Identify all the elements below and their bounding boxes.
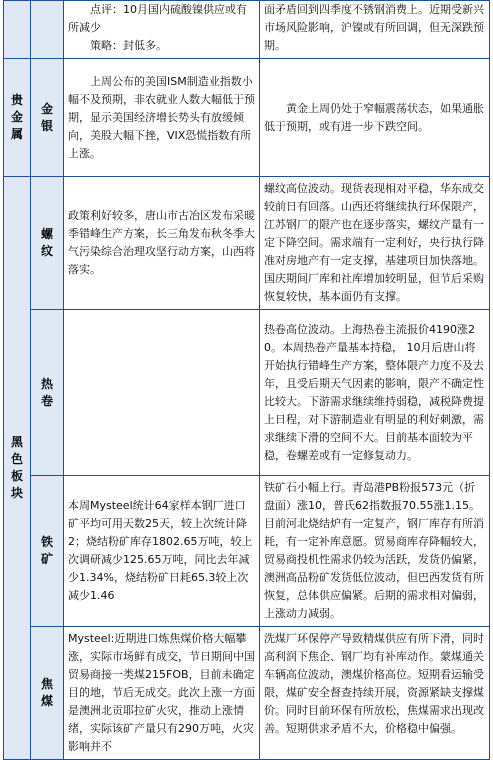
rebar-outlook-text: 螺纹高位波动。现货表现相对平稳，华东成交较前日有回落。山西还将继续执行环保限产，江苏钢厂的限产也在逐步落实，螺纹产量有一定下降空间。需求端有一定利好，央行执行降准对房地产有一定支撑，基建项目加快落地。国庆期间厂库和社库增加较明显，但节后采购恢复较快，基本面仍有支撑。 xyxy=(264,182,484,303)
rebar-news-text: 政策利好较多，唐山市古冶区发布采暖季错峰生产方案，长三角发布秋冬季大气污染综合治理攻坚行动方案，山西将落实。 xyxy=(68,209,255,276)
gold-outlook-cell xyxy=(260,59,490,177)
hotcoil-outlook-text: 热卷高位波动。上海热卷主流报价4190涨20。本周热卷产量基本持稳， 10月后唐山将开始执行错峰生产方案，整体限产力度不及去年，且受后期天气因素的影响，限产不确定性比较大。下游需求继续维持弱稳，减税降费提上日程，对下游制造业有明显的利好刺激，需求继续下滑的空间不大。目前基本面较为平稳，卷螺差或有一定修复动力。 xyxy=(264,322,484,462)
sub-hot-coil xyxy=(31,310,64,476)
category-precious-metals xyxy=(4,59,31,177)
sub-rebar xyxy=(31,177,64,310)
ore-news-text: 本周Mysteel统计64家样本钢厂进口矿平均可用天数25天，较上次统计降2；烧结粉矿库存1802.65万吨，较上次调研减少125.65万吨，同比去年减少1.34%，烧结粉矿日耗65.3较上次减少1.46 xyxy=(68,499,253,602)
sub-label: 金 银 xyxy=(40,101,53,133)
ore-outlook-cell xyxy=(260,476,490,627)
hotcoil-outlook-cell xyxy=(260,310,490,476)
category-label: 贵 金 属 xyxy=(10,93,23,141)
commodity-table xyxy=(3,0,489,753)
category-ferrous xyxy=(4,177,31,760)
sub-label: 铁 矿 xyxy=(40,535,53,566)
nickel-strategy-text: 策略：封低多。 xyxy=(90,39,167,52)
hotcoil-news-cell xyxy=(64,310,260,476)
sub-label: 热 卷 xyxy=(40,376,53,408)
sub-cell-empty xyxy=(31,1,64,59)
nickel-comment-cell xyxy=(64,1,260,59)
sub-label: 焦 煤 xyxy=(40,677,53,708)
sub-gold-silver xyxy=(31,59,64,177)
sub-label: 螺 纹 xyxy=(40,227,53,258)
rebar-outlook-cell xyxy=(260,177,490,310)
nickel-outlook-cell xyxy=(260,1,490,59)
coking-outlook-text: 洗煤厂环保停产导致精煤供应有所下滑，同时高利润下焦企、钢厂均有补库动作。蒙煤通关车辆高位波动，澳煤价格高位。短期看运输受限，煤矿安全督查持续开展，资源紧缺支撑煤价。同时目前环保有所放松，焦煤需求出现改善。短期供求矛盾不大，价格稳中偏强。 xyxy=(264,632,484,735)
table-row xyxy=(4,310,490,476)
nickel-outlook-text: 面矛盾回到四季度不锈钢消费上。近期受新兴市场风险影响，沪镍或有所回调，但无深跌预期。 xyxy=(264,3,484,52)
coking-outlook-cell xyxy=(260,627,490,760)
sub-coking-coal xyxy=(31,627,64,760)
sub-iron-ore xyxy=(31,476,64,627)
category-cell-empty xyxy=(4,1,31,59)
coking-news-cell xyxy=(64,627,260,760)
coking-news-text: Mysteel:近期进口炼焦煤价格大幅攀涨，实际市场鲜有成交，节日期间中国贸易商接一类煤215FOB，目前未确定目的地，节后无成交。此次上涨一方面是澳洲北贡耶拉矿火灾，推动上涨情绪，实际该矿产量只有290万吨，火灾影响并不 xyxy=(68,632,255,753)
table-row xyxy=(4,59,490,177)
table-row xyxy=(4,627,490,760)
table-row xyxy=(4,177,490,310)
ore-outlook-text: 铁矿石小幅上行。青岛港PB粉报573元（折盘面）涨10，普氏62指数报70.55涨1.15。目前河北烧结炉有一定复产，钢厂库存有所消耗，有一定补库意愿。贸易商库存降幅较大，贸易商投机性需求仍较为活跃，发货仍偏紧，澳洲高品粉矿发货低位波动，但巴西发货有所恢复，总体供应偏紧。后期的需求相对偏弱，上涨动力减弱。 xyxy=(264,481,484,620)
table-row xyxy=(4,1,490,59)
category-label: 黑 色 板 块 xyxy=(10,435,23,500)
table-row xyxy=(4,476,490,627)
gold-outlook-text: 黄金上周仍处于窄幅震荡状态，如果通胀低于预期，或有进一步下跌空间。 xyxy=(264,101,484,133)
nickel-comment-text: 点评：10月国内硫酸镍供应或有所减少 xyxy=(68,3,247,34)
ore-news-cell xyxy=(64,476,260,627)
gold-news-text: 上周公布的美国ISM制造业指数小幅不及预期，非农就业人数大幅低于预期，显示美国经济增长势头有放缓倾向，美股大幅下挫，VIX恐慌指数有所上涨。 xyxy=(68,74,255,160)
rebar-news-cell xyxy=(64,177,260,310)
gold-news-cell xyxy=(64,59,260,177)
